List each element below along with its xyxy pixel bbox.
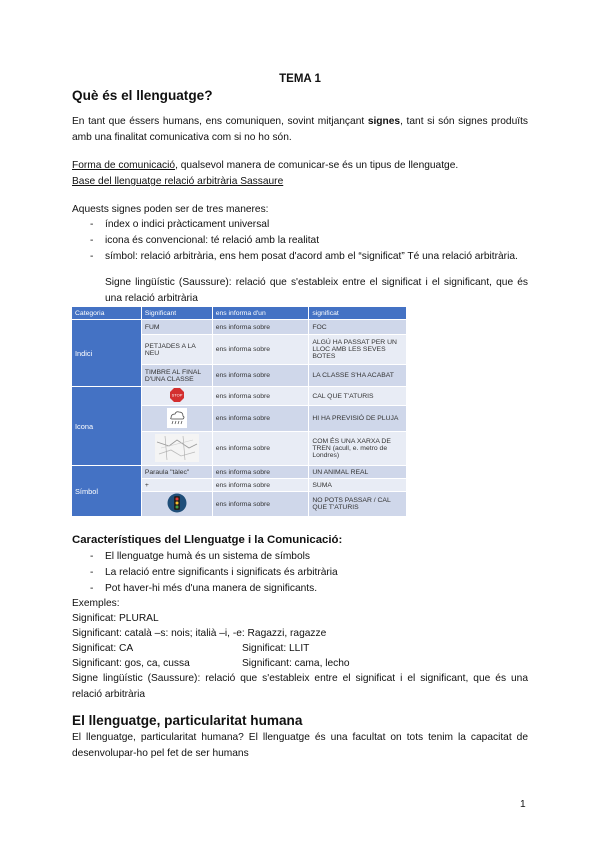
list-item: - símbol: relació arbitrària, ens hem posat d'acord amb el “significat” Té una relació arbitrària. <box>72 249 528 265</box>
significat-cell: ALGÚ HA PASSAT PER UN LLOC AMB LES SEVES BOTES <box>309 335 407 365</box>
characteristics-list <box>72 549 528 597</box>
significant-cell: TIMBRE AL FINAL D'UNA CLASSE <box>141 365 212 387</box>
saussure-note-2: Signe lingüístic (Saussure): relació que s'estableix entre el significat i el significant, que és una relació arbitrària <box>72 673 528 700</box>
significat-cell: HI HA PREVISIÓ DE PLUJA <box>309 406 407 432</box>
table-header: ens informa d'un <box>212 307 309 320</box>
significat-cell: FOC <box>309 320 407 335</box>
table-header: Significant <box>141 307 212 320</box>
forma-underlined: Forma de comunicació <box>72 160 176 171</box>
example-line: Significat: LLIT <box>242 643 310 654</box>
intro-text-2: , tant si són signes produïts amb una finalitat comunicativa com si no ho són. <box>72 116 528 143</box>
example-line: Significant: cama, lecho <box>242 658 350 669</box>
informa-cell: ens informa sobre <box>212 492 309 517</box>
significat-cell: CAL QUE T'ATURIS <box>309 387 407 406</box>
table-row <box>72 387 407 406</box>
section-title-what-is-language: Què és el llenguatge? <box>72 88 213 103</box>
list-item: - El llenguatge humà és un sistema de símbols <box>72 549 528 565</box>
significant-cell: + <box>141 479 212 492</box>
exemples-label: Exemples: <box>72 598 120 609</box>
example-line: Significant: català –s: nois; italià –i, -e: Ragazzi, ragazze <box>72 628 327 639</box>
page-heading: TEMA 1 <box>279 73 321 85</box>
intro-bold-signes: signes <box>367 116 401 127</box>
table-header: Categoria <box>72 307 142 320</box>
stop-sign-text: STOP <box>171 392 183 398</box>
significant-cell: Paraula "tàlec" <box>141 466 212 479</box>
section-title-human: El llenguatge, particularitat humana <box>72 713 303 728</box>
forma-line <box>72 158 528 174</box>
table-row <box>72 466 407 479</box>
table-header: significat <box>309 307 407 320</box>
rain-cloud-icon <box>167 408 187 428</box>
informa-cell: ens informa sobre <box>212 479 309 492</box>
informa-cell: ens informa sobre <box>212 387 309 406</box>
significant-cell <box>141 387 212 406</box>
traffic-light-icon <box>167 493 187 513</box>
stop-sign-icon <box>170 388 184 402</box>
saussure-note: Signe lingüístic (Saussure): relació que s'estableix entre el significat i el significant, que és una relació arbitrària <box>105 277 528 304</box>
intro-paragraph <box>72 114 528 146</box>
significant-cell: PETJADES A LA NEU <box>141 335 212 365</box>
signs-intro: Aquests signes poden ser de tres maneres: <box>72 204 269 215</box>
list-item: - La relació entre significants i significats és arbitrària <box>72 565 528 581</box>
list-item: - índex o indici pràcticament universal <box>72 217 528 233</box>
informa-cell: ens informa sobre <box>212 406 309 432</box>
sign-categories-table <box>71 306 407 517</box>
map-icon <box>155 434 199 462</box>
informa-cell: ens informa sobre <box>212 432 309 466</box>
human-paragraph: El llenguatge, particularitat humana? El llenguatge és una facultat on tots tenim la capacitat de desenvolupar-ho pel fet de ser humans <box>72 732 528 759</box>
signs-list <box>72 217 528 265</box>
significat-cell: SUMA <box>309 479 407 492</box>
significant-cell <box>141 432 212 466</box>
example-line: Significat: PLURAL <box>72 613 159 624</box>
intro-text-1: En tant que éssers humans, ens comuniquen, sovint mitjançant <box>72 116 368 127</box>
category-cell-indici: Indici <box>72 320 142 387</box>
significat-cell: NO POTS PASSAR / CAL QUE T'ATURIS <box>309 492 407 517</box>
page-number: 1 <box>520 799 526 810</box>
section-title-characteristics: Característiques del Llenguatge i la Comunicació: <box>72 534 343 546</box>
informa-cell: ens informa sobre <box>212 320 309 335</box>
category-cell-icona: Icona <box>72 387 142 466</box>
informa-cell: ens informa sobre <box>212 466 309 479</box>
informa-cell: ens informa sobre <box>212 335 309 365</box>
example-line: Significat: CA <box>72 643 134 654</box>
significant-cell <box>141 406 212 432</box>
list-item: - Pot haver-hi més d'una manera de significants. <box>72 581 528 597</box>
forma-rest: , qualsevol manera de comunicar-se és un tipus de llenguatge. <box>175 160 459 171</box>
category-cell-simbol: Símbol <box>72 466 142 517</box>
example-line: Significant: gos, ca, cussa <box>72 658 190 669</box>
significat-cell: LA CLASSE S'HA ACABAT <box>309 365 407 387</box>
base-line: Base del llenguatge relació arbitrària Sassaure <box>72 176 284 187</box>
informa-cell: ens informa sobre <box>212 365 309 387</box>
significat-cell: COM ÉS UNA XARXA DE TREN (acull, e. metro de Londres) <box>309 432 407 466</box>
table-row <box>72 320 407 335</box>
list-item: - icona és convencional: té relació amb la realitat <box>72 233 528 249</box>
significat-cell: UN ANIMAL REAL <box>309 466 407 479</box>
significant-cell <box>141 492 212 517</box>
significant-cell: FUM <box>141 320 212 335</box>
